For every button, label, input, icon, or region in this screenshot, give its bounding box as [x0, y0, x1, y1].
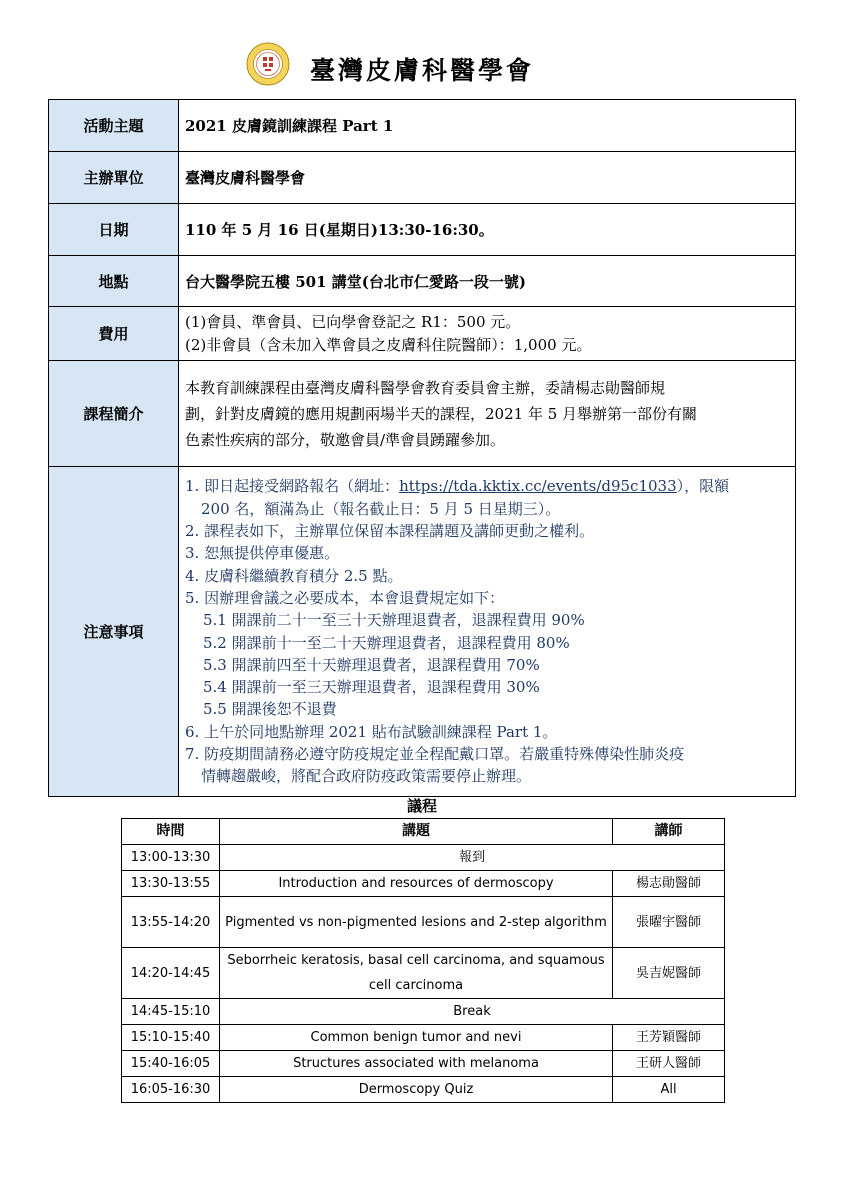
date-value: 110 年 5 月 16 日(星期日)13:30-16:30。 — [179, 204, 796, 256]
schedule-time: 16:05-16:30 — [122, 1077, 220, 1103]
info-row-notes — [49, 467, 796, 797]
schedule-topic: Introduction and resources of dermoscopy — [220, 871, 613, 897]
schedule-topic: Pigmented vs non-pigmented lesions and 2-step algorithm — [220, 897, 613, 948]
intro-line-1: 本教育訓練課程由臺灣皮膚科醫學會教育委員會主辦，委請楊志勛醫師規 — [185, 378, 666, 397]
schedule-header-time: 時間 — [122, 819, 220, 845]
event-info-table — [48, 99, 796, 797]
schedule-row — [122, 948, 725, 999]
schedule-time: 15:40-16:05 — [122, 1051, 220, 1077]
schedule-speaker: 王芳穎醫師 — [613, 1025, 725, 1051]
registration-link[interactable]: https://tda.kktix.cc/events/d95c1033 — [399, 477, 677, 496]
fee-value — [179, 307, 796, 361]
schedule-topic: 報到 — [220, 845, 725, 871]
schedule-row — [122, 1077, 725, 1103]
intro-line-3: 色素性疾病的部分，敬邀會員/準會員踴躍參加。 — [185, 430, 506, 449]
venue-label: 地點 — [49, 256, 179, 307]
schedule-header-row — [122, 819, 725, 845]
schedule-time: 14:45-15:10 — [122, 999, 220, 1025]
intro-value — [179, 361, 796, 467]
note-item-6: 6. 上午於同地點辦理 2021 貼布試驗訓練課程 Part 1。 — [185, 722, 558, 741]
schedule-topic: Break — [220, 999, 725, 1025]
schedule-header-topic: 講題 — [220, 819, 613, 845]
schedule-speaker: 吳吉妮醫師 — [613, 948, 725, 999]
topic-label: 活動主題 — [49, 100, 179, 152]
association-logo-seal — [246, 42, 290, 86]
schedule-row — [122, 845, 725, 871]
schedule-topic: Dermoscopy Quiz — [220, 1077, 613, 1103]
note-item-1-cont: 200 名，額滿為止（報名截止日：5 月 5 日星期三）。 — [201, 499, 561, 518]
venue-value: 台大醫學院五樓 501 講堂(台北市仁愛路一段一號) — [179, 256, 796, 307]
note-item-5: 5. 因辦理會議之必要成本，本會退費規定如下： — [185, 588, 505, 607]
schedule-speaker: 張曜宇醫師 — [613, 897, 725, 948]
schedule-row — [122, 871, 725, 897]
organizer-label: 主辦單位 — [49, 152, 179, 204]
fee-line-2: (2)非會員（含未加入準會員之皮膚科住院醫師）：1,000 元。 — [185, 335, 592, 354]
schedule-table — [121, 818, 725, 1103]
schedule-header-speaker: 講師 — [613, 819, 725, 845]
info-row-topic — [49, 100, 796, 152]
notes-value — [179, 467, 796, 797]
info-row-organizer — [49, 152, 796, 204]
organizer-value: 臺灣皮膚科醫學會 — [179, 152, 796, 204]
schedule-row — [122, 1025, 725, 1051]
note-item-5-5: 5.5 開課後恕不退費 — [203, 700, 337, 719]
note-item-7: 7. 防疫期間請務必遵守防疫規定並全程配戴口罩。若嚴重特殊傳染性肺炎疫 — [185, 744, 685, 763]
note-item-1 — [185, 475, 789, 497]
notes-label: 注意事項 — [49, 467, 179, 797]
schedule-row — [122, 999, 725, 1025]
schedule-time: 13:00-13:30 — [122, 845, 220, 871]
association-title: 臺灣皮膚科醫學會 — [310, 56, 535, 85]
association-logo — [246, 42, 290, 86]
note-item-2: 2. 課程表如下，主辦單位保留本課程講題及講師更動之權利。 — [185, 522, 595, 541]
schedule-topic: Common benign tumor and nevi — [220, 1025, 613, 1051]
fee-label: 費用 — [49, 307, 179, 361]
note-item-1-prefix: 1. 即日起接受網路報名（網址： — [185, 477, 400, 496]
topic-value: 2021 皮膚鏡訓練課程 Part 1 — [179, 100, 796, 152]
schedule-title: 議程 — [406, 797, 437, 815]
document-header — [0, 42, 844, 94]
intro-line-2: 劃，針對皮膚鏡的應用規劃兩場半天的課程，2021 年 5 月舉辦第一部份有關 — [185, 404, 698, 423]
schedule-row — [122, 897, 725, 948]
schedule-speaker: All — [613, 1077, 725, 1103]
info-row-venue — [49, 256, 796, 307]
note-item-4: 4. 皮膚科繼續教育積分 2.5 點。 — [185, 566, 403, 585]
schedule-topic: Seborrheic keratosis, basal cell carcinoma, and squamous cell carcinoma — [220, 948, 613, 999]
schedule-time: 15:10-15:40 — [122, 1025, 220, 1051]
intro-label: 課程簡介 — [49, 361, 179, 467]
note-item-5-2: 5.2 開課前十一至二十天辦理退費者，退課程費用 80% — [203, 633, 570, 652]
schedule-row — [122, 1051, 725, 1077]
info-row-intro — [49, 361, 796, 467]
note-item-1-suffix: ），限額 — [676, 477, 730, 496]
info-row-fee — [49, 307, 796, 361]
note-item-5-3: 5.3 開課前四至十天辦理退費者，退課程費用 70% — [203, 655, 540, 674]
note-item-7-cont: 情轉趨嚴峻，將配合政府防疫政策需要停止辦理。 — [201, 767, 532, 786]
schedule-speaker: 王研人醫師 — [613, 1051, 725, 1077]
date-label: 日期 — [49, 204, 179, 256]
info-row-date — [49, 204, 796, 256]
fee-line-1: (1)會員、準會員、已向學會登記之 R1：500 元。 — [185, 312, 521, 331]
schedule-speaker: 楊志勛醫師 — [613, 871, 725, 897]
schedule-time: 13:30-13:55 — [122, 871, 220, 897]
schedule-topic: Structures associated with melanoma — [220, 1051, 613, 1077]
schedule-time: 13:55-14:20 — [122, 897, 220, 948]
note-item-5-1: 5.1 開課前二十一至三十天辦理退費者，退課程費用 90% — [203, 611, 585, 630]
note-item-3: 3. 恕無提供停車優惠。 — [185, 544, 340, 563]
schedule-time: 14:20-14:45 — [122, 948, 220, 999]
note-item-5-4: 5.4 開課前一至三天辦理退費者，退課程費用 30% — [203, 678, 540, 697]
